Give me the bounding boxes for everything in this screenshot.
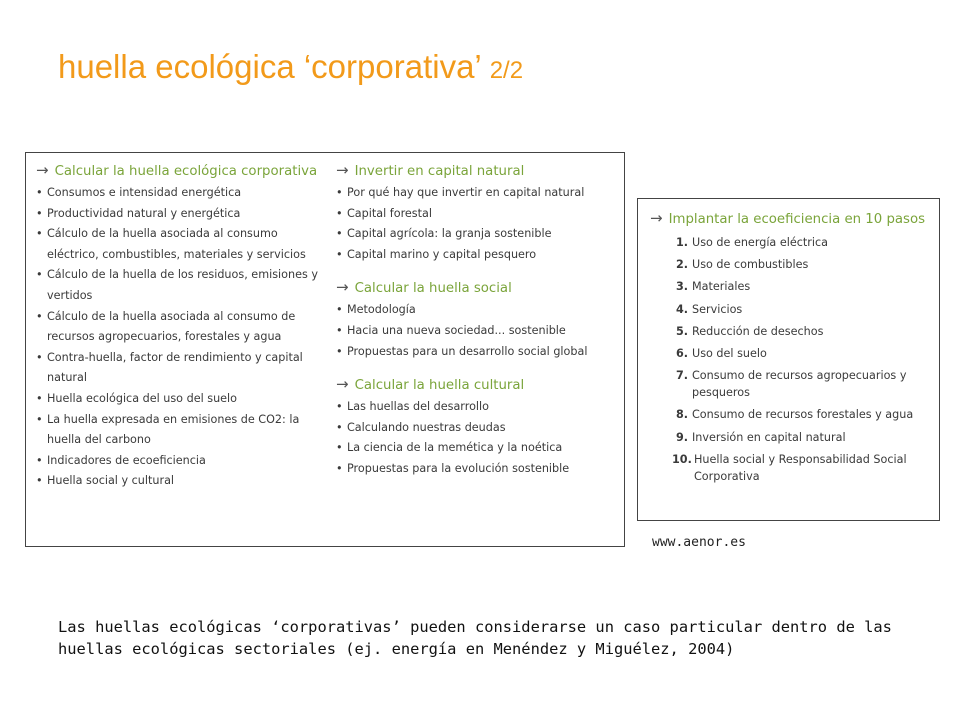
list-item: • La huella expresada en emisiones de CO2: la huella del carbono: [36, 410, 321, 451]
section-heading: [336, 376, 621, 394]
step-number: 5.: [675, 324, 688, 338]
arrow-right-icon: →: [336, 278, 349, 297]
step-number: 6.: [675, 346, 688, 360]
list-item: • Capital forestal: [336, 204, 621, 225]
step-number: 7.: [675, 369, 688, 383]
step-text: Inversión en capital natural: [692, 430, 846, 444]
section-heading: [36, 162, 321, 180]
step-number: 1.: [675, 236, 688, 249]
list-item: • Huella ecológica del uso del suelo: [36, 389, 321, 410]
step-text: Materiales: [692, 280, 751, 294]
step-item: [672, 451, 935, 485]
list-item: • Cálculo de la huella asociada al consumo eléctrico, combustibles, materiales y servicios: [36, 224, 321, 265]
section-heading-text: Implantar la ecoeficiencia en 10 pasos: [668, 212, 926, 227]
toc-section-capital-natural: [336, 162, 621, 265]
step-number: 2.: [675, 258, 688, 272]
step-text: Reducción de desechos: [692, 324, 824, 338]
arrow-right-icon: →: [650, 209, 663, 227]
step-number: 10.: [672, 452, 692, 466]
steps-list: [650, 234, 935, 485]
ecoefficiency-steps-box: [637, 198, 940, 521]
arrow-right-icon: →: [36, 161, 49, 179]
list-item: • Capital agrícola: la granja sostenible: [336, 224, 621, 245]
list-item: • Propuestas para la evolución sostenible: [336, 459, 621, 480]
toc-section-huella-cultural: [336, 376, 621, 479]
list-item: • Metodología: [336, 300, 621, 321]
step-item: [672, 429, 935, 446]
caption-text: Las huellas ecológicas ‘corporativas’ pueden considerarse un caso particular dentro de las huellas ecológicas sectoriales (ej. energía en Menéndez y Miguélez, 2004): [58, 618, 892, 658]
arrow-right-icon: →: [336, 375, 349, 394]
section-heading-text: Calcular la huella social: [354, 281, 512, 297]
step-number: 9.: [675, 430, 688, 444]
list-item: • Huella social y cultural: [36, 471, 321, 492]
step-item: [672, 323, 935, 340]
step-item: [672, 367, 935, 401]
item-list: [336, 183, 621, 265]
list-item: • Cálculo de la huella asociada al consumo de recursos agropecuarios, forestales y agua: [36, 307, 321, 348]
toc-column-2: [336, 162, 621, 490]
list-item: • Cálculo de la huella de los residuos, emisiones y vertidos: [36, 265, 321, 306]
step-text: Servicios: [692, 302, 743, 316]
step-text: Consumo de recursos agropecuarios y pesqueros: [692, 369, 907, 400]
step-number: 3.: [675, 280, 688, 294]
item-list: [36, 183, 321, 492]
list-item: • Contra-huella, factor de rendimiento y capital natural: [36, 348, 321, 389]
step-text: Huella social y Responsabilidad Social Corporativa: [694, 452, 907, 483]
step-item: [672, 234, 935, 251]
page-title: [58, 48, 523, 86]
source-url: www.aenor.es: [652, 535, 746, 550]
section-heading: [650, 210, 935, 228]
step-item: [672, 406, 935, 423]
item-list: [336, 300, 621, 362]
title-text: huella ecológica ‘corporativa’: [58, 48, 481, 85]
list-item: • Productividad natural y energética: [36, 204, 321, 225]
step-number: 8.: [675, 408, 688, 422]
step-text: Consumo de recursos forestales y agua: [692, 408, 914, 422]
item-list: [336, 397, 621, 479]
list-item: • Hacia una nueva sociedad... sostenible: [336, 321, 621, 342]
section-heading: [336, 162, 621, 180]
list-item: • Por qué hay que invertir en capital natural: [336, 183, 621, 204]
list-item: • Indicadores de ecoeficiencia: [36, 451, 321, 472]
step-item: [672, 301, 935, 318]
section-heading-text: Invertir en capital natural: [354, 164, 525, 179]
list-item: • Consumos e intensidad energética: [36, 183, 321, 204]
list-item: • Propuestas para un desarrollo social global: [336, 342, 621, 363]
step-text: Uso del suelo: [692, 346, 767, 360]
section-heading: [336, 279, 621, 297]
steps-column: [650, 210, 935, 490]
step-item: [672, 278, 935, 295]
toc-section-huella-social: [336, 279, 621, 362]
list-item: • Las huellas del desarrollo: [336, 397, 621, 418]
step-text: Uso de combustibles: [692, 258, 809, 272]
table-of-contents-box: [25, 152, 625, 547]
arrow-right-icon: →: [336, 161, 349, 179]
page-number: 2/2: [489, 57, 524, 84]
section-heading-text: Calcular la huella ecológica corporativa: [54, 164, 318, 179]
step-number: 4.: [675, 302, 688, 316]
step-item: [672, 256, 935, 273]
toc-column-1: [36, 162, 321, 502]
list-item: • Capital marino y capital pesquero: [336, 245, 621, 266]
toc-section-calcular-huella-corporativa: [36, 162, 321, 492]
step-item: [672, 345, 935, 362]
step-text: Uso de energía eléctrica: [692, 236, 828, 249]
list-item: • Calculando nuestras deudas: [336, 418, 621, 439]
list-item: • La ciencia de la memética y la noética: [336, 438, 621, 459]
section-heading-text: Calcular la huella cultural: [354, 378, 525, 394]
